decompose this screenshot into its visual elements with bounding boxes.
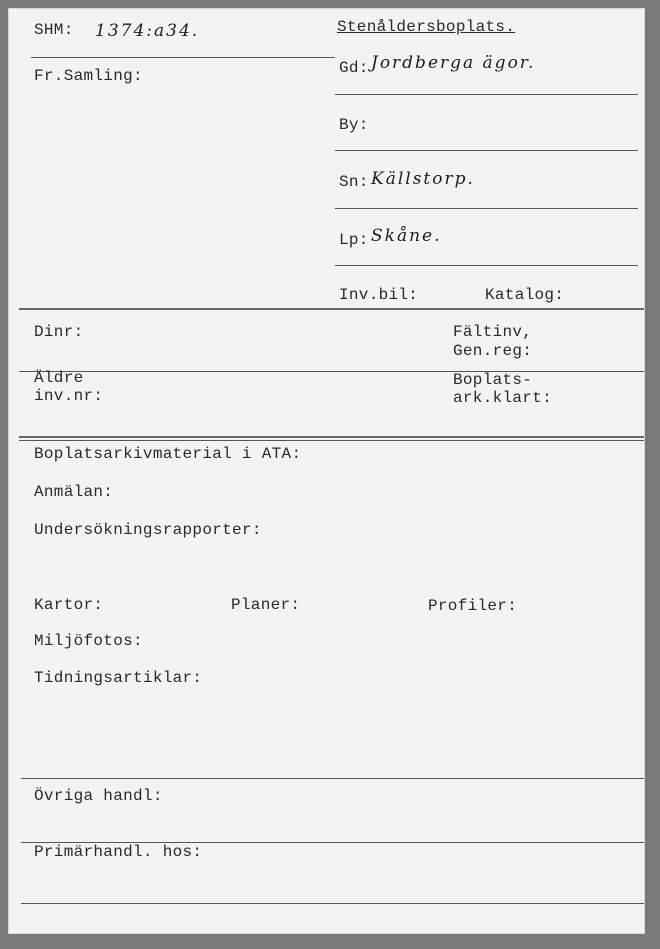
planer-label: Planer: <box>231 596 301 614</box>
inventory-bottom-rule-2 <box>19 440 645 441</box>
lp-label: Lp: <box>339 231 369 249</box>
lp-value: Skåne. <box>371 226 442 246</box>
gd-rule <box>335 94 638 95</box>
archive-heading: Boplatsarkivmaterial i ATA: <box>34 445 302 463</box>
faltinv-label: Fältinv, <box>453 323 533 341</box>
dinr-label: Dinr: <box>34 323 84 341</box>
shm-value: 1374:a34. <box>95 21 200 41</box>
ovriga-top-rule <box>21 778 645 779</box>
card-title: Stenåldersboplats. <box>337 18 516 36</box>
inv-bil-label: Inv.bil: <box>339 286 419 304</box>
catalog-card <box>8 8 645 934</box>
card-bottom-rule <box>21 903 645 904</box>
gd-label: Gd: <box>339 59 369 77</box>
header-divider <box>31 57 335 58</box>
inventory-bottom-rule <box>19 436 645 438</box>
gd-value: Jordberga ägor. <box>371 53 536 73</box>
primar-label: Primärhandl. hos: <box>34 843 203 861</box>
anmalan-label: Anmälan: <box>34 483 114 501</box>
undersokning-label: Undersökningsrapporter: <box>34 521 262 539</box>
aldre-label: Äldre <box>34 369 84 387</box>
sn-label: Sn: <box>339 173 369 191</box>
inventory-mid-rule <box>19 371 645 372</box>
by-rule <box>335 150 638 151</box>
inventory-top-rule <box>19 308 645 310</box>
sn-value: Källstorp. <box>371 169 475 189</box>
tidning-label: Tidningsartiklar: <box>34 669 203 687</box>
katalog-label: Katalog: <box>485 286 565 304</box>
sn-rule <box>335 208 638 209</box>
ovriga-label: Övriga handl: <box>34 787 163 805</box>
lp-rule <box>335 265 638 266</box>
fr-samling-label: Fr.Samling: <box>34 67 143 85</box>
genreg-label: Gen.reg: <box>453 342 533 360</box>
by-label: By: <box>339 116 369 134</box>
kartor-label: Kartor: <box>34 596 104 614</box>
aldre-invnr-label: inv.nr: <box>34 387 104 405</box>
miljofotos-label: Miljöfotos: <box>34 632 143 650</box>
ark-klart-label: ark.klart: <box>453 389 553 407</box>
profiler-label: Profiler: <box>428 597 518 615</box>
shm-label: SHM: <box>34 21 74 39</box>
boplats-label: Boplats- <box>453 371 533 389</box>
